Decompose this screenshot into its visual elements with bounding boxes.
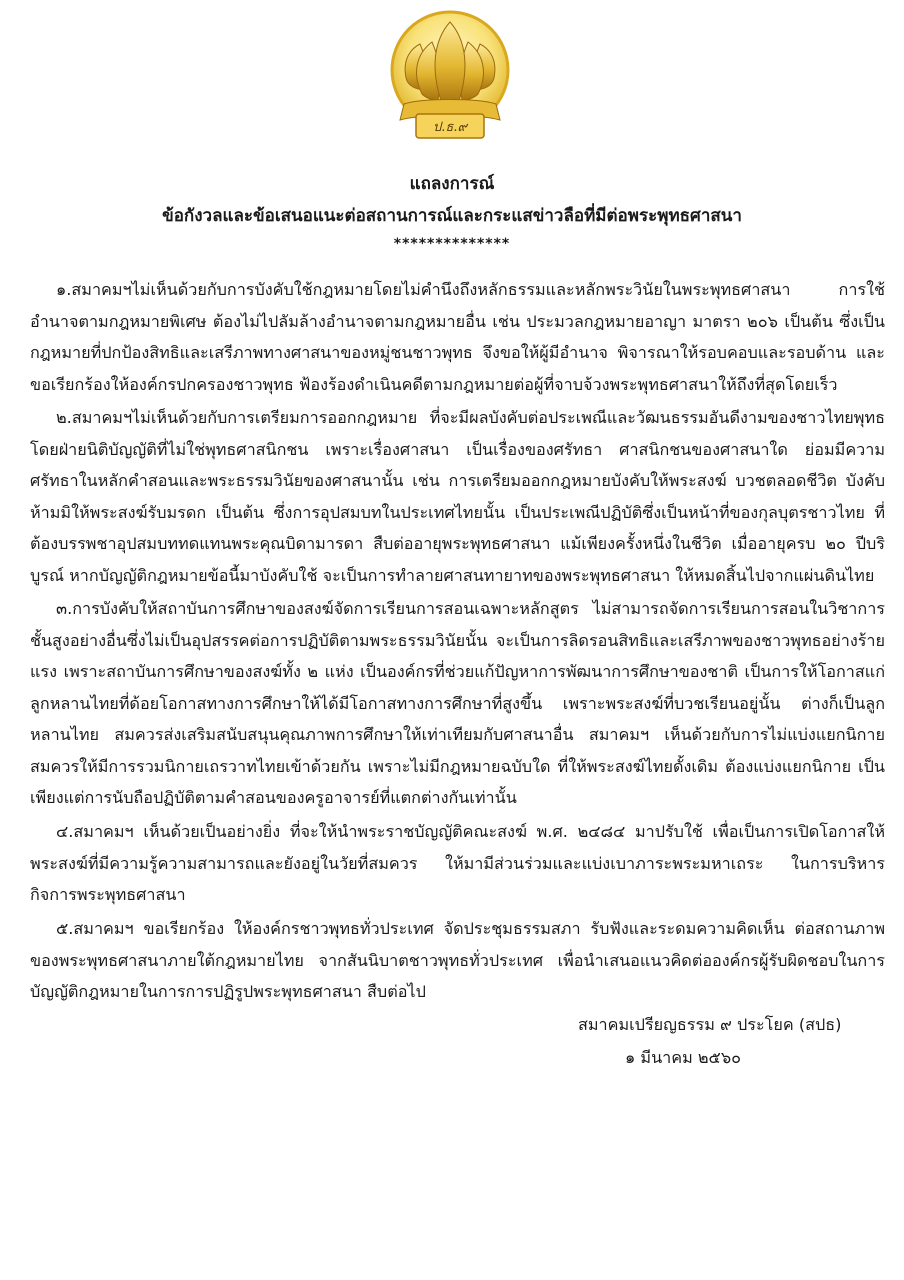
association-logo bbox=[382, 8, 518, 144]
signature-date: ๑ มีนาคม ๒๕๖๐ bbox=[625, 1048, 741, 1067]
document-subtitle: ข้อกังวลและข้อเสนอแนะต่อสถานการณ์และกระแสข่าวลือที่มีต่อพระพุทธศาสนา bbox=[162, 206, 742, 226]
logo-emblem-text: ป.ธ.๙ bbox=[433, 120, 467, 135]
paragraph-4: ๔.สมาคมฯ เห็นด้วยเป็นอย่างยิ่ง ที่จะให้นำพระราชบัญญัติคณะสงฆ์ พ.ศ. ๒๔๘๔ มาปรับใช้ เพื่อเป็นการเปิดโอกาสให้พระสงฆ์ที่มีความรู้ความสามารถและยังอยู่ในวัยที่สมควร ให้มามีส่วนร่วมและแบ่งเบาภาระพระมหาเถระ ในการบริหารกิจการพระพุทธศาสนา bbox=[30, 822, 885, 904]
paragraph-2: ๒.สมาคมฯไม่เห็นด้วยกับการเตรียมการออกกฎหมาย ที่จะมีผลบังคับต่อประเพณีและวัฒนธรรมอันดีงามของชาวไทยพุทธ โดยฝ่ายนิติบัญญัติที่ไม่ใช่พุทธศาสนิกชน เพราะเรื่องศาสนา เป็นเรื่องของศรัทธา ศาสนิกชนของศาสนาใด ย่อมมีความศรัทธาในหลักคำสอนและพระธรรมวินัยของศาสนานั้น เช่น การเตรียมออกกฎหมายบังคับให้พระสงฆ์ บวชตลอดชีวิต บังคับห้ามมิให้พระสงฆ์รับมรดก เป็นต้น ซึ่งการอุปสมบทในประเทศไทยนั้น เป็นประเพณีปฏิบัติซึ่งเป็นหน้าที่ของกุลบุตรชาวไทย ที่ต้องบรรพชาอุปสมบททดแทนพระคุณบิดามารดา สืบต่ออายุพระพุทธศาสนา แม้เพียงครั้งหนึ่งในชีวิต เมื่ออายุครบ ๒๐ ปีบริบูรณ์ หากบัญญัติกฎหมายข้อนี้มาบังคับใช้ จะเป็นการทำลายศาสนทายาทของพระพุทธศาสนา ให้หมดสิ้นไปจากแผ่นดินไทย bbox=[30, 408, 885, 585]
paragraph-1: ๑.สมาคมฯไม่เห็นด้วยกับการบังคับใช้กฎหมายโดยไม่คำนึงถึงหลักธรรมและหลักพระวินัยในพระพุทธศาสนา การใช้อำนาจตามกฎหมายพิเศษ ต้องไม่ไปลัมล้างอำนาจตามกฎหมายอื่น เช่น ประมวลกฎหมายอาญา มาตรา ๒๐๖ เป็นต้น ซึ่งเป็นกฎหมายที่ปกป้องสิทธิและเสรีภาพทางศาสนาของหมู่ชนชาวพุทธ จึงขอให้ผู้มีอำนาจ พิจารณาให้รอบคอบและรอบด้าน และขอเรียกร้องให้องค์กรปกครองชาวพุทธ ฟ้องร้องดำเนินคดีตามกฎหมายต่อผู้ที่จาบจ้วงพระพุทธศาสนาให้ถึงที่สุดโดยเร็ว bbox=[30, 280, 885, 394]
document-title: แถลงการณ์ bbox=[409, 174, 495, 194]
signature-organization: สมาคมเปรียญธรรม ๙ ประโยค (สปธ) bbox=[578, 1015, 842, 1034]
title-separator: ************** bbox=[393, 236, 511, 252]
paragraph-3: ๓.การบังคับให้สถาบันการศึกษาของสงฆ์จัดการเรียนการสอนเฉพาะหลักสูตร ไม่สามารถจัดการเรียนการสอนในวิชาการชั้นสูงอย่างอื่นซึ่งไม่เป็นอุปสรรคต่อการปฏิบัติตามพระธรรมวินัยนั้น จะเป็นการลิดรอนสิทธิและเสรีภาพของชาวพุทธอย่างร้ายแรง เพราะสถาบันการศึกษาของสงฆ์ทั้ง ๒ แห่ง เป็นองค์กรที่ช่วยแก้ปัญหาการพัฒนาการศึกษาของชาติ เป็นการให้โอกาสแก่ลูกหลานไทยที่ด้อยโอกาสทางการศึกษาให้ได้มีโอกาสทางการศึกษาที่สูงขึ้น เพราะพระสงฆ์ที่บวชเรียนอยู่นั้น ต่างก็เป็นลูกหลานไทย สมควรส่งเสริมสนับสนุนคุณภาพการศึกษาให้เท่าเทียมกับศาสนาอื่น สมาคมฯ เห็นด้วยกับการไม่แบ่งแยกนิกาย สมควรให้มีการรวมนิกายเถรวาทไทยเข้าด้วยกัน เพราะไม่มีกฎหมายฉบับใด ที่ให้พระสงฆ์ไทยดั้งเดิม ต้องแบ่งแยกนิกาย เป็นเพียงแต่การนับถือปฏิบัติตามคำสอนของครูอาจารย์ที่แตกต่างกันเท่านั้น bbox=[30, 599, 885, 807]
paragraph-5: ๕.สมาคมฯ ขอเรียกร้อง ให้องค์กรชาวพุทธทั่วประเทศ จัดประชุมธรรมสภา รับฟังและระดมความคิดเห็น ต่อสถานภาพของพระพุทธศาสนาภายใต้กฎหมายไทย จากสันนิบาตชาวพุทธทั่วประเทศ เพื่อนำเสนอแนวคิดต่อองค์กรผู้รับผิดชอบในการบัญญัติกฎหมายในการการปฏิรูปพระพุทธศาสนา สืบต่อไป bbox=[30, 919, 885, 1001]
